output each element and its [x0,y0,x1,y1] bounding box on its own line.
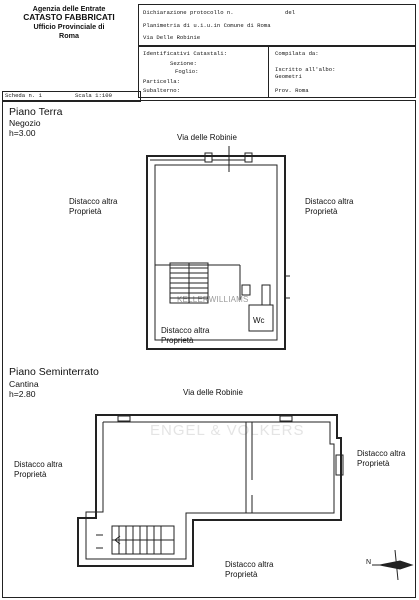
pt-left-distacco-1: Distacco altra [69,197,118,206]
wc-label: Wc [253,316,265,325]
compass-rose-icon [372,550,412,580]
piano-seminterrato-height: h=2.80 [9,389,36,399]
ps-left-distacco-2: Proprietà [14,470,47,479]
engel-volkers-watermark: ENGEL & VOLKERS [150,422,305,439]
address-label: Via Delle Robinie [143,34,201,41]
office-city: Roma [59,31,79,40]
foglio-label: Foglio: [175,68,199,75]
planimetria-label: Planimetria di u.i.u.in Comune di Roma [143,22,271,29]
scheda-label: Scheda n. 1 [5,92,42,99]
ps-right-distacco-1: Distacco altra [357,449,406,458]
pt-right-distacco-2: Proprietà [305,207,338,216]
ps-left-distacco-1: Distacco altra [14,460,63,469]
compass-north-label: N [366,559,372,566]
particella-label: Particella: [143,78,180,85]
iscritto-label: Iscritto all'albo: [275,66,336,73]
piano-seminterrato-title: Piano Seminterrato [9,366,99,378]
dichiarazione-label: Dichiarazione protocollo n. [143,9,234,16]
scala-label: Scala 1:100 [75,92,112,99]
pt-left-distacco-2: Proprietà [69,207,102,216]
piano-terra-plan [147,146,290,349]
piano-terra-height: h=3.00 [9,128,36,138]
keller-williams-watermark: KELLERWILLIAMS [177,295,249,304]
subalterno-label: Subalterno: [143,87,180,94]
pt-bottom-distacco-1: Distacco altra [161,326,210,335]
piano-terra-street: Via delle Robinie [177,133,237,142]
ps-right-distacco-2: Proprietà [357,459,390,468]
prov-label: Prov. Roma [275,87,309,94]
geometri-label: Geometri [275,73,302,80]
pt-right-distacco-1: Distacco altra [305,197,354,206]
ps-bottom-distacco-1: Distacco altra [225,560,274,569]
catasto-title: CATASTO FABBRICATI [23,12,115,22]
ps-bottom-distacco-2: Proprietà [225,570,258,579]
office-name: Ufficio Provinciale di [33,22,105,31]
compilata-label: Compilata da: [275,50,319,57]
piano-terra-use: Negozio [9,118,41,128]
piano-terra-title: Piano Terra [9,106,63,118]
pt-bottom-distacco-2: Proprietà [161,336,194,345]
identificativi-label: Identificativi Catastali: [143,50,227,57]
sezione-label: Sezione: [170,60,197,67]
agency-name: Agenzia delle Entrate [32,4,106,13]
piano-seminterrato-use: Cantina [9,379,39,389]
del-label: del [285,9,296,16]
piano-seminterrato-street: Via delle Robinie [183,388,243,397]
piano-seminterrato-plan [78,415,343,566]
